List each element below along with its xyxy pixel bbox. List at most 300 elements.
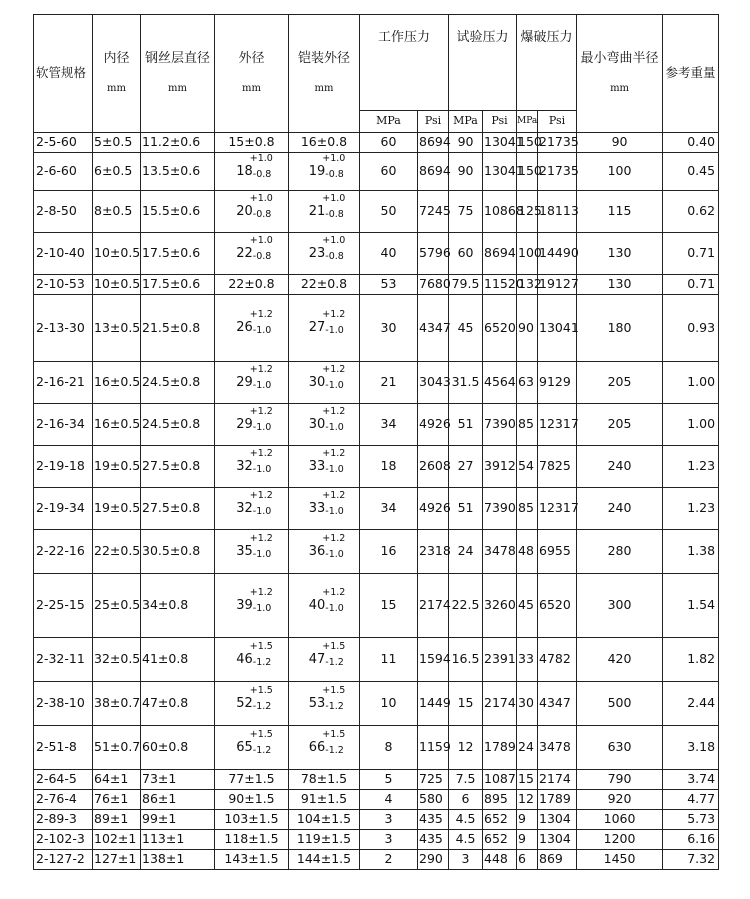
- tolerance-value: [308, 405, 346, 433]
- lower-tolerance: -1.0: [252, 602, 272, 614]
- tolerance-value: [236, 152, 273, 180]
- burst-psi-cell: 1304: [538, 830, 577, 850]
- spec-cell: 2-10-40: [34, 233, 93, 275]
- tolerance-value: [236, 447, 273, 475]
- nominal-value: 53: [308, 695, 326, 711]
- lower-tolerance: -1.0: [325, 421, 344, 433]
- working-mpa-cell: 18: [360, 446, 418, 488]
- unit-mpa: MPa: [360, 111, 418, 133]
- tolerance-value: [236, 405, 273, 433]
- armored-diameter-cell: [289, 295, 360, 362]
- wire-diameter-cell: 24.5±0.8: [141, 404, 215, 446]
- test-mpa-cell: 22.5: [449, 574, 483, 638]
- test-mpa-cell: 16.5: [449, 638, 483, 682]
- working-psi-cell: 1449: [418, 682, 449, 726]
- nominal-value: 32: [236, 458, 253, 474]
- nominal-value: 29: [236, 416, 253, 432]
- inner-diameter-cell: 19±0.5: [93, 488, 141, 530]
- header-reference-weight: 参考重量: [663, 15, 719, 133]
- upper-tolerance: +1.2: [322, 309, 346, 321]
- working-psi-cell: 435: [418, 830, 449, 850]
- working-psi-cell: 580: [418, 790, 449, 810]
- weight-cell: 1.00: [663, 362, 719, 404]
- weight-cell: 7.32: [663, 850, 719, 870]
- burst-mpa-cell: 9: [517, 810, 538, 830]
- weight-cell: 0.71: [663, 233, 719, 275]
- unit-psi: Psi: [418, 111, 449, 133]
- tolerance-value: [308, 586, 346, 614]
- inner-diameter-cell: 32±0.5: [93, 638, 141, 682]
- tolerance-value: [236, 684, 273, 712]
- unit-psi: Psi: [538, 111, 577, 133]
- burst-mpa-cell: 33: [517, 638, 538, 682]
- upper-tolerance: +1.2: [249, 309, 273, 321]
- tolerance-value: [236, 728, 273, 756]
- test-psi-cell: 3912: [483, 446, 517, 488]
- table-row: [34, 638, 719, 682]
- inner-diameter-cell: 76±1: [93, 790, 141, 810]
- wire-diameter-cell: 17.5±0.6: [141, 275, 215, 295]
- table-row: [34, 830, 719, 850]
- weight-cell: 1.23: [663, 446, 719, 488]
- tolerance-value: [236, 489, 273, 517]
- nominal-value: 30: [308, 416, 326, 432]
- armored-diameter-cell: [289, 191, 360, 233]
- wire-diameter-cell: 27.5±0.8: [141, 446, 215, 488]
- tolerance-value: [308, 152, 346, 180]
- tolerance-value: [308, 447, 346, 475]
- upper-tolerance: +1.0: [249, 152, 273, 164]
- working-psi-cell: 725: [418, 770, 449, 790]
- burst-mpa-cell: 6: [517, 850, 538, 870]
- nominal-value: 19: [308, 163, 326, 179]
- lower-tolerance: -1.0: [325, 325, 344, 337]
- burst-mpa-cell: 30: [517, 682, 538, 726]
- working-mpa-cell: 50: [360, 191, 418, 233]
- outer-diameter-cell: [215, 488, 289, 530]
- burst-psi-cell: 4347: [538, 682, 577, 726]
- nominal-value: 29: [236, 374, 253, 390]
- inner-diameter-cell: 22±0.5: [93, 530, 141, 574]
- armored-diameter-cell: 119±1.5: [289, 830, 360, 850]
- burst-mpa-cell: 125: [517, 191, 538, 233]
- spec-cell: 2-16-21: [34, 362, 93, 404]
- test-mpa-cell: 12: [449, 726, 483, 770]
- working-psi-cell: 7680: [418, 275, 449, 295]
- spec-cell: 2-19-18: [34, 446, 93, 488]
- bend-radius-cell: 115: [577, 191, 663, 233]
- working-psi-cell: 4926: [418, 404, 449, 446]
- lower-tolerance: -1.0: [252, 421, 272, 433]
- working-mpa-cell: 8: [360, 726, 418, 770]
- bend-radius-cell: 1060: [577, 810, 663, 830]
- nominal-value: 65: [236, 739, 253, 755]
- tolerance-value: [308, 489, 346, 517]
- lower-tolerance: -1.0: [325, 602, 344, 614]
- wire-diameter-cell: 73±1: [141, 770, 215, 790]
- upper-tolerance: +1.2: [322, 586, 346, 598]
- outer-diameter-cell: [215, 233, 289, 275]
- weight-cell: 1.82: [663, 638, 719, 682]
- inner-diameter-cell: 16±0.5: [93, 362, 141, 404]
- spec-cell: 2-8-50: [34, 191, 93, 233]
- burst-mpa-cell: 100: [517, 233, 538, 275]
- spec-cell: 2-5-60: [34, 133, 93, 153]
- working-mpa-cell: 15: [360, 574, 418, 638]
- upper-tolerance: +1.5: [322, 728, 346, 740]
- test-mpa-cell: 27: [449, 446, 483, 488]
- inner-diameter-cell: 102±1: [93, 830, 141, 850]
- nominal-value: 33: [308, 500, 326, 516]
- working-mpa-cell: 2: [360, 850, 418, 870]
- inner-diameter-cell: 16±0.5: [93, 404, 141, 446]
- spec-cell: 2-38-10: [34, 682, 93, 726]
- bend-radius-cell: 790: [577, 770, 663, 790]
- armored-diameter-cell: [289, 404, 360, 446]
- working-mpa-cell: 21: [360, 362, 418, 404]
- spec-cell: 2-16-34: [34, 404, 93, 446]
- wire-diameter-cell: 30.5±0.8: [141, 530, 215, 574]
- weight-cell: 3.18: [663, 726, 719, 770]
- working-mpa-cell: 34: [360, 404, 418, 446]
- outer-diameter-cell: [215, 404, 289, 446]
- test-psi-cell: 3478: [483, 530, 517, 574]
- upper-tolerance: +1.5: [322, 684, 346, 696]
- test-mpa-cell: 3: [449, 850, 483, 870]
- wire-diameter-cell: 86±1: [141, 790, 215, 810]
- bend-radius-cell: 205: [577, 404, 663, 446]
- lower-tolerance: -1.2: [325, 656, 344, 668]
- spec-cell: 2-10-53: [34, 275, 93, 295]
- outer-diameter-cell: [215, 153, 289, 191]
- table-row: [34, 133, 719, 153]
- burst-psi-cell: 21735: [538, 133, 577, 153]
- working-psi-cell: 435: [418, 810, 449, 830]
- inner-diameter-cell: 64±1: [93, 770, 141, 790]
- nominal-value: 47: [308, 651, 326, 667]
- nominal-value: 21: [308, 203, 326, 219]
- burst-psi-cell: 869: [538, 850, 577, 870]
- inner-diameter-cell: 13±0.5: [93, 295, 141, 362]
- wire-diameter-cell: 34±0.8: [141, 574, 215, 638]
- weight-cell: 0.45: [663, 153, 719, 191]
- working-psi-cell: 4347: [418, 295, 449, 362]
- inner-diameter-cell: 89±1: [93, 810, 141, 830]
- wire-diameter-cell: 24.5±0.8: [141, 362, 215, 404]
- lower-tolerance: -0.8: [325, 168, 344, 180]
- armored-diameter-cell: [289, 638, 360, 682]
- table-row: [34, 810, 719, 830]
- test-psi-cell: 1789: [483, 726, 517, 770]
- test-mpa-cell: 79.5: [449, 275, 483, 295]
- test-mpa-cell: 51: [449, 404, 483, 446]
- tolerance-value: [236, 309, 273, 337]
- nominal-value: 36: [308, 543, 326, 559]
- tolerance-value: [236, 532, 273, 560]
- weight-cell: 1.23: [663, 488, 719, 530]
- burst-psi-cell: 4782: [538, 638, 577, 682]
- test-psi-cell: 6520: [483, 295, 517, 362]
- outer-diameter-cell: 22±0.8: [215, 275, 289, 295]
- test-psi-cell: 13041: [483, 153, 517, 191]
- weight-cell: 0.62: [663, 191, 719, 233]
- tolerance-value: [236, 192, 273, 220]
- armored-diameter-cell: [289, 446, 360, 488]
- bend-radius-cell: 240: [577, 446, 663, 488]
- test-psi-cell: 652: [483, 830, 517, 850]
- working-psi-cell: 2318: [418, 530, 449, 574]
- lower-tolerance: -0.8: [252, 250, 272, 262]
- burst-psi-cell: 6520: [538, 574, 577, 638]
- working-mpa-cell: 5: [360, 770, 418, 790]
- test-mpa-cell: 4.5: [449, 830, 483, 850]
- lower-tolerance: -1.2: [252, 744, 272, 756]
- test-psi-cell: 10868: [483, 191, 517, 233]
- table-row: [34, 295, 719, 362]
- burst-psi-cell: 6955: [538, 530, 577, 574]
- spec-cell: 2-127-2: [34, 850, 93, 870]
- test-mpa-cell: 7.5: [449, 770, 483, 790]
- outer-diameter-cell: [215, 726, 289, 770]
- test-mpa-cell: 31.5: [449, 362, 483, 404]
- burst-mpa-cell: 12: [517, 790, 538, 810]
- test-psi-cell: 7390: [483, 404, 517, 446]
- burst-mpa-cell: 24: [517, 726, 538, 770]
- working-psi-cell: 1159: [418, 726, 449, 770]
- nominal-value: 39: [236, 597, 253, 613]
- outer-diameter-cell: [215, 530, 289, 574]
- upper-tolerance: +1.0: [322, 192, 346, 204]
- test-mpa-cell: 60: [449, 233, 483, 275]
- burst-mpa-cell: 15: [517, 770, 538, 790]
- wire-diameter-cell: 13.5±0.6: [141, 153, 215, 191]
- test-mpa-cell: 15: [449, 682, 483, 726]
- nominal-value: 35: [236, 543, 253, 559]
- table-row: [34, 790, 719, 810]
- spec-cell: 2-51-8: [34, 726, 93, 770]
- nominal-value: 27: [308, 320, 326, 336]
- outer-diameter-cell: [215, 191, 289, 233]
- burst-mpa-cell: 54: [517, 446, 538, 488]
- test-mpa-cell: 4.5: [449, 810, 483, 830]
- upper-tolerance: +1.5: [249, 640, 273, 652]
- burst-psi-cell: 1304: [538, 810, 577, 830]
- weight-cell: 3.74: [663, 770, 719, 790]
- upper-tolerance: +1.2: [249, 489, 273, 501]
- header-burst-pressure: 爆破压力: [517, 15, 577, 111]
- nominal-value: 32: [236, 500, 253, 516]
- inner-diameter-cell: 19±0.5: [93, 446, 141, 488]
- armored-diameter-cell: [289, 362, 360, 404]
- table-row: [34, 275, 719, 295]
- burst-mpa-cell: 85: [517, 488, 538, 530]
- working-psi-cell: 7245: [418, 191, 449, 233]
- lower-tolerance: -1.0: [325, 505, 344, 517]
- armored-diameter-cell: 144±1.5: [289, 850, 360, 870]
- bend-radius-cell: 630: [577, 726, 663, 770]
- burst-psi-cell: 14490: [538, 233, 577, 275]
- outer-diameter-cell: 77±1.5: [215, 770, 289, 790]
- table-row: [34, 153, 719, 191]
- weight-cell: 2.44: [663, 682, 719, 726]
- outer-diameter-cell: 118±1.5: [215, 830, 289, 850]
- tolerance-value: [308, 532, 346, 560]
- spec-cell: 2-89-3: [34, 810, 93, 830]
- working-mpa-cell: 3: [360, 810, 418, 830]
- lower-tolerance: -1.0: [252, 325, 272, 337]
- burst-psi-cell: 12317: [538, 404, 577, 446]
- outer-diameter-cell: 90±1.5: [215, 790, 289, 810]
- test-mpa-cell: 51: [449, 488, 483, 530]
- armored-diameter-cell: [289, 682, 360, 726]
- wire-diameter-cell: 47±0.8: [141, 682, 215, 726]
- spec-cell: 2-25-15: [34, 574, 93, 638]
- upper-tolerance: +1.0: [322, 234, 346, 246]
- unit-mpa: MPa: [517, 111, 538, 133]
- lower-tolerance: -0.8: [252, 168, 272, 180]
- inner-diameter-cell: 38±0.7: [93, 682, 141, 726]
- lower-tolerance: -0.8: [325, 208, 344, 220]
- upper-tolerance: +1.2: [249, 447, 273, 459]
- lower-tolerance: -0.8: [325, 250, 344, 262]
- working-psi-cell: 5796: [418, 233, 449, 275]
- test-psi-cell: 7390: [483, 488, 517, 530]
- weight-cell: 0.93: [663, 295, 719, 362]
- working-psi-cell: 3043: [418, 362, 449, 404]
- test-mpa-cell: 6: [449, 790, 483, 810]
- spec-cell: 2-13-30: [34, 295, 93, 362]
- working-psi-cell: 290: [418, 850, 449, 870]
- tolerance-value: [308, 234, 346, 262]
- bend-radius-cell: 240: [577, 488, 663, 530]
- upper-tolerance: +1.2: [322, 405, 346, 417]
- unit-mpa: MPa: [449, 111, 483, 133]
- wire-diameter-cell: 17.5±0.6: [141, 233, 215, 275]
- inner-diameter-cell: 10±0.5: [93, 275, 141, 295]
- wire-diameter-cell: 27.5±0.8: [141, 488, 215, 530]
- armored-diameter-cell: [289, 726, 360, 770]
- bend-radius-cell: 920: [577, 790, 663, 810]
- bend-radius-cell: 300: [577, 574, 663, 638]
- upper-tolerance: +1.2: [249, 363, 273, 375]
- armored-diameter-cell: [289, 574, 360, 638]
- header-test-pressure: 试验压力: [449, 15, 517, 111]
- working-mpa-cell: 16: [360, 530, 418, 574]
- burst-psi-cell: 2174: [538, 770, 577, 790]
- outer-diameter-cell: 15±0.8: [215, 133, 289, 153]
- weight-cell: 1.00: [663, 404, 719, 446]
- tolerance-value: [236, 640, 273, 668]
- working-mpa-cell: 30: [360, 295, 418, 362]
- inner-diameter-cell: 10±0.5: [93, 233, 141, 275]
- wire-diameter-cell: 15.5±0.6: [141, 191, 215, 233]
- lower-tolerance: -1.0: [325, 548, 344, 560]
- armored-diameter-cell: [289, 153, 360, 191]
- hose-spec-table: [33, 14, 719, 870]
- nominal-value: 30: [308, 374, 326, 390]
- inner-diameter-cell: 5±0.5: [93, 133, 141, 153]
- nominal-value: 66: [308, 739, 326, 755]
- upper-tolerance: +1.2: [322, 363, 346, 375]
- working-mpa-cell: 10: [360, 682, 418, 726]
- header-spec: 软管规格: [34, 15, 93, 133]
- armored-diameter-cell: [289, 488, 360, 530]
- weight-cell: 5.73: [663, 810, 719, 830]
- lower-tolerance: -1.2: [325, 744, 344, 756]
- spec-cell: 2-102-3: [34, 830, 93, 850]
- wire-diameter-cell: 99±1: [141, 810, 215, 830]
- table-row: [34, 488, 719, 530]
- unit-psi: Psi: [483, 111, 517, 133]
- test-mpa-cell: 75: [449, 191, 483, 233]
- burst-mpa-cell: 63: [517, 362, 538, 404]
- inner-diameter-cell: 8±0.5: [93, 191, 141, 233]
- outer-diameter-cell: [215, 574, 289, 638]
- burst-psi-cell: 12317: [538, 488, 577, 530]
- nominal-value: 23: [308, 245, 326, 261]
- upper-tolerance: +1.0: [249, 234, 273, 246]
- lower-tolerance: -1.0: [252, 379, 272, 391]
- bend-radius-cell: 100: [577, 153, 663, 191]
- burst-psi-cell: 19127: [538, 275, 577, 295]
- armored-diameter-cell: 104±1.5: [289, 810, 360, 830]
- lower-tolerance: -1.2: [252, 656, 272, 668]
- tolerance-value: [308, 640, 346, 668]
- table-row: [34, 446, 719, 488]
- test-psi-cell: 3260: [483, 574, 517, 638]
- lower-tolerance: -1.0: [325, 379, 344, 391]
- bend-radius-cell: 500: [577, 682, 663, 726]
- lower-tolerance: -1.0: [252, 548, 272, 560]
- working-psi-cell: 2608: [418, 446, 449, 488]
- working-psi-cell: 8694: [418, 133, 449, 153]
- burst-mpa-cell: 150: [517, 153, 538, 191]
- test-psi-cell: 448: [483, 850, 517, 870]
- table-row: [34, 191, 719, 233]
- bend-radius-cell: 90: [577, 133, 663, 153]
- weight-cell: 1.54: [663, 574, 719, 638]
- bend-radius-cell: 130: [577, 233, 663, 275]
- working-mpa-cell: 40: [360, 233, 418, 275]
- test-psi-cell: 4564: [483, 362, 517, 404]
- tolerance-value: [308, 363, 346, 391]
- test-psi-cell: 8694: [483, 233, 517, 275]
- working-psi-cell: 2174: [418, 574, 449, 638]
- working-mpa-cell: 60: [360, 133, 418, 153]
- inner-diameter-cell: 127±1: [93, 850, 141, 870]
- test-psi-cell: 652: [483, 810, 517, 830]
- working-mpa-cell: 11: [360, 638, 418, 682]
- tolerance-value: [308, 684, 346, 712]
- test-psi-cell: 895: [483, 790, 517, 810]
- weight-cell: 0.40: [663, 133, 719, 153]
- test-mpa-cell: 90: [449, 133, 483, 153]
- working-psi-cell: 1594: [418, 638, 449, 682]
- table-row: [34, 682, 719, 726]
- header-working-pressure: 工作压力: [360, 15, 449, 111]
- tolerance-value: [236, 586, 273, 614]
- burst-mpa-cell: 9: [517, 830, 538, 850]
- working-mpa-cell: 34: [360, 488, 418, 530]
- test-psi-cell: 1087: [483, 770, 517, 790]
- bend-radius-cell: 420: [577, 638, 663, 682]
- working-psi-cell: 4926: [418, 488, 449, 530]
- test-psi-cell: 2174: [483, 682, 517, 726]
- test-mpa-cell: 24: [449, 530, 483, 574]
- tolerance-value: [236, 234, 273, 262]
- working-psi-cell: 8694: [418, 153, 449, 191]
- test-psi-cell: 2391: [483, 638, 517, 682]
